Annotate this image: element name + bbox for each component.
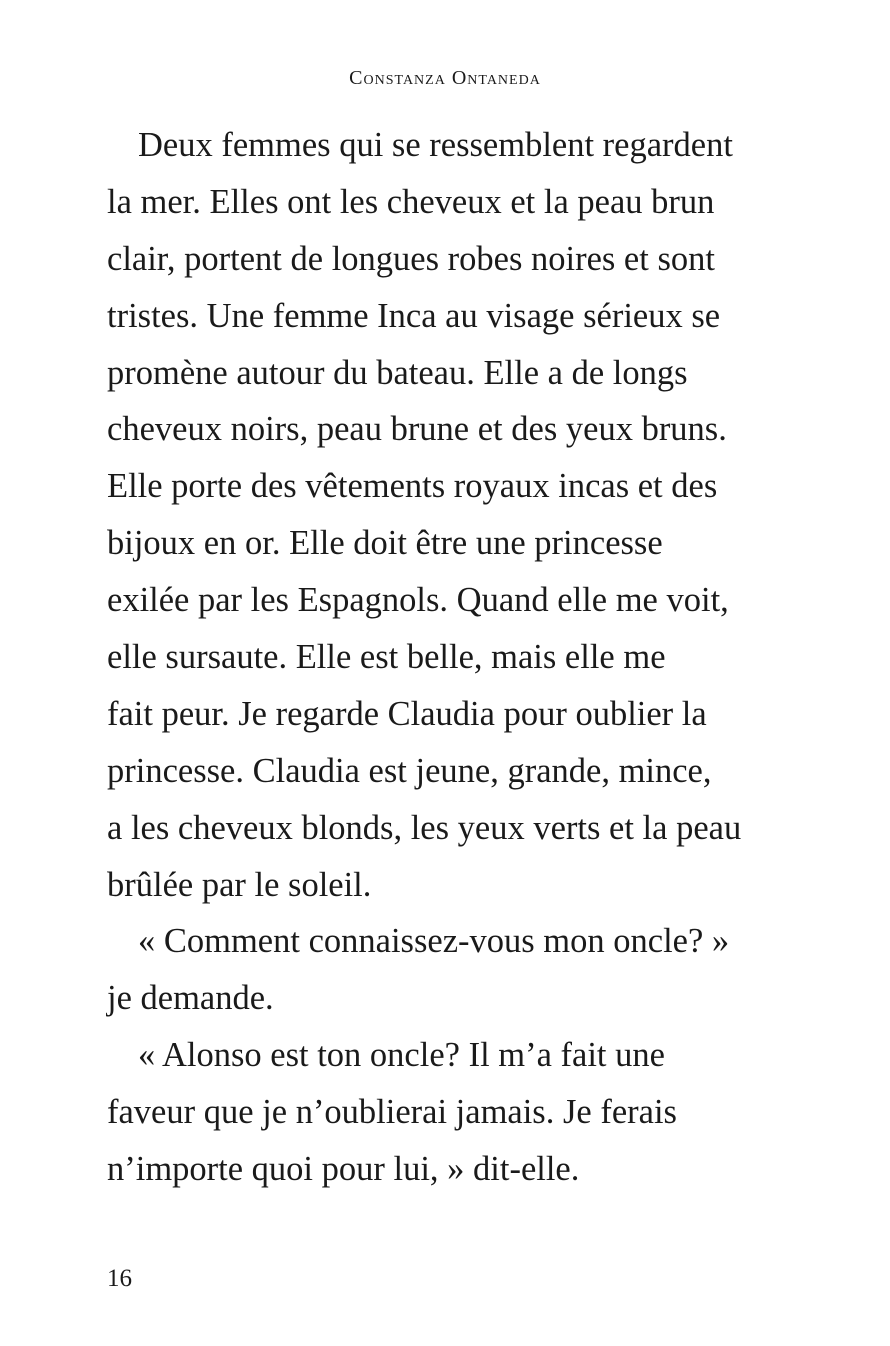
page-number: 16	[107, 1265, 132, 1292]
running-head-author: Constanza Ontaneda	[349, 67, 541, 89]
paragraph-1-line-11: fait peur. Je regarde Claudia pour oublier la	[107, 694, 707, 733]
paragraph-1-line-14: brûlée par le soleil.	[107, 865, 372, 904]
paragraph-1-line-6: cheveux noirs, peau brune et des yeux bruns.	[107, 410, 727, 449]
paragraph-1-line-1: Deux femmes qui se ressemblent regardent	[138, 126, 733, 164]
paragraph-1-line-5: promène autour du bateau. Elle a de longs	[107, 353, 688, 392]
paragraph-1-line-8: bijoux en or. Elle doit être une princesse	[107, 524, 663, 563]
paragraph-3-line-3: n’importe quoi pour lui, » dit-elle.	[107, 1150, 580, 1189]
paragraph-1-line-13: a les cheveux blonds, les yeux verts et la peau	[107, 808, 742, 847]
paragraph-1-line-2: la mer. Elles ont les cheveux et la peau brun	[107, 182, 715, 221]
paragraph-2-line-1: « Comment connaissez-vous mon oncle? »	[138, 922, 730, 961]
paragraph-1-line-7: Elle porte des vêtements royaux incas et des	[107, 467, 718, 506]
paragraph-1-line-10: elle sursaute. Elle est belle, mais elle me	[107, 638, 666, 677]
paragraph-3-line-2: faveur que je n’oublierai jamais. Je ferais	[107, 1093, 677, 1132]
body-text	[107, 117, 772, 1198]
paragraph-2-line-2: je demande.	[107, 979, 274, 1018]
paragraph-1-line-9: exilée par les Espagnols. Quand elle me voit,	[107, 581, 729, 620]
paragraph-1-line-3: clair, portent de longues robes noires et sont	[107, 239, 715, 278]
paragraph-1-line-4: tristes. Une femme Inca au visage sérieux se	[107, 296, 721, 335]
paragraph-1-line-12: princesse. Claudia est jeune, grande, mince,	[107, 751, 712, 790]
paragraph-3-line-1: « Alonso est ton oncle? Il m’a fait une	[138, 1036, 665, 1075]
